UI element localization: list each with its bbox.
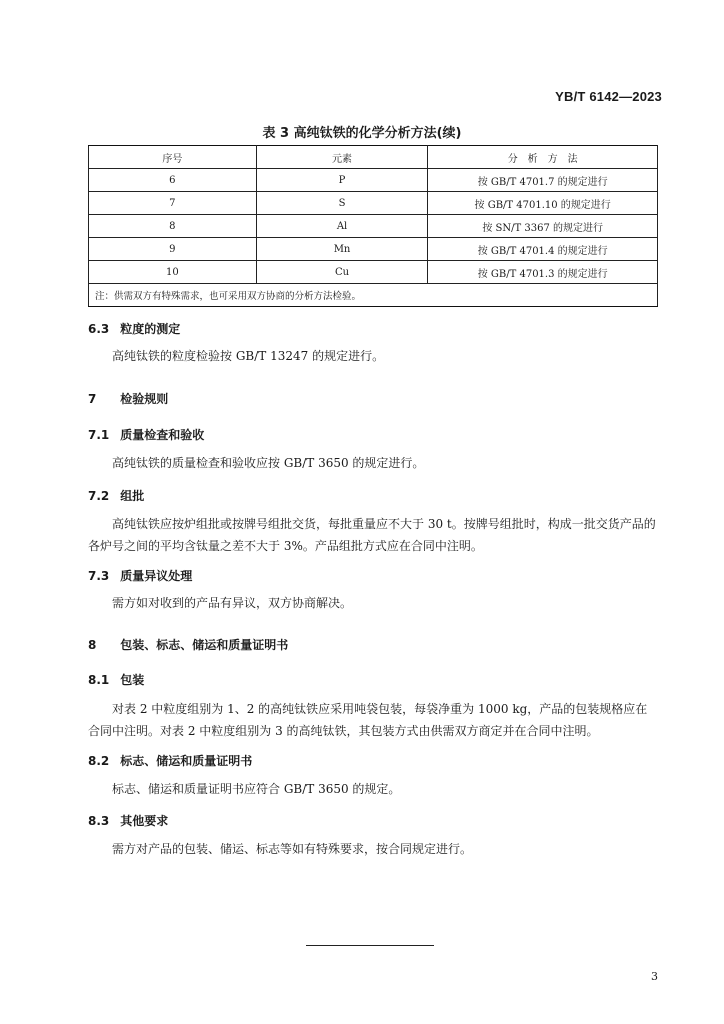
section-number: 8.2 — [88, 754, 110, 768]
cell-seq: 7 — [89, 192, 257, 215]
table-note-row — [89, 284, 658, 307]
section-heading-7-3 — [88, 567, 192, 584]
column-header-element: 元素 — [256, 146, 428, 169]
section-title: 检验规则 — [120, 392, 169, 406]
section-title: 质量异议处理 — [120, 569, 193, 583]
section-title: 包装 — [120, 673, 145, 687]
table-row — [89, 169, 658, 192]
table-row — [89, 192, 658, 215]
table-header-row — [89, 146, 658, 169]
cell-element: Al — [256, 215, 428, 238]
section-title: 组批 — [120, 489, 145, 503]
section-number: 7.1 — [88, 428, 110, 442]
section-heading-8-3 — [88, 812, 168, 829]
paragraph-7-1: 高纯钛铁的质量检查和验收应按 GB/T 3650 的规定进行。 — [112, 456, 425, 470]
paragraph-7-2: 高纯钛铁应按炉组批或按牌号组批交货，每批重量应不大于 30 t。按牌号组批时，构成一批交货产品的各炉号之间的平均含钛量之差不大于 3%。产品组批方式应在合同中注明。 — [88, 517, 656, 553]
cell-seq: 6 — [89, 169, 257, 192]
cell-element: P — [256, 169, 428, 192]
section-title: 质量检查和验收 — [120, 428, 205, 442]
section-heading-8-2 — [88, 752, 252, 769]
section-number: 8.1 — [88, 673, 110, 687]
paragraph-8-3: 需方对产品的包装、储运、标志等如有特殊要求，按合同规定进行。 — [112, 842, 473, 856]
section-number: 7.3 — [88, 569, 110, 583]
cell-seq: 9 — [89, 238, 257, 261]
section-title: 其他要求 — [120, 814, 169, 828]
section-heading-7-1 — [88, 426, 204, 443]
cell-element: Cu — [256, 261, 428, 284]
cell-seq: 10 — [89, 261, 257, 284]
paragraph-8-2: 标志、储运和质量证明书应符合 GB/T 3650 的规定。 — [112, 782, 401, 796]
section-heading-8 — [88, 636, 288, 653]
cell-element: Mn — [256, 238, 428, 261]
cell-element: S — [256, 192, 428, 215]
chemical-analysis-table — [88, 145, 658, 307]
table-row — [89, 215, 658, 238]
section-number: 8 — [88, 638, 97, 652]
section-title: 粒度的测定 — [120, 322, 181, 336]
column-header-method: 分 析 方 法 — [428, 146, 658, 169]
paragraph-7-3: 需方如对收到的产品有异议，双方协商解决。 — [112, 596, 353, 610]
paragraph-8-1: 对表 2 中粒度组别为 1、2 的高纯钛铁应采用吨袋包装，每袋净重为 1000 kg，产品的包装规格应在合同中注明。对表 2 中粒度组别为 3 的高纯钛铁，其包装方式由供需双方商定并在合同中注明。 — [88, 702, 648, 738]
cell-method: 按 GB/T 4701.10 的规定进行 — [428, 192, 658, 215]
end-of-document-rule — [306, 945, 434, 946]
section-number: 7 — [88, 392, 97, 406]
table-note: 注：供需双方有特殊需求，也可采用双方协商的分析方法检验。 — [89, 284, 658, 307]
section-title: 标志、储运和质量证明书 — [120, 754, 253, 768]
cell-method: 按 GB/T 4701.3 的规定进行 — [428, 261, 658, 284]
section-title: 包装、标志、储运和质量证明书 — [120, 638, 289, 652]
section-heading-7 — [88, 390, 168, 407]
cell-method: 按 GB/T 4701.4 的规定进行 — [428, 238, 658, 261]
table-row — [89, 238, 658, 261]
page-number: 3 — [651, 970, 658, 983]
table-row — [89, 261, 658, 284]
section-number: 7.2 — [88, 489, 110, 503]
paragraph-6-3: 高纯钛铁的粒度检验按 GB/T 13247 的规定进行。 — [112, 349, 385, 363]
table-title: 表 3 高纯钛铁的化学分析方法(续) — [262, 126, 462, 141]
section-heading-6-3 — [88, 320, 180, 337]
cell-seq: 8 — [89, 215, 257, 238]
cell-method: 按 GB/T 4701.7 的规定进行 — [428, 169, 658, 192]
cell-method: 按 SN/T 3367 的规定进行 — [428, 215, 658, 238]
section-number: 6.3 — [88, 322, 110, 336]
section-heading-8-1 — [88, 671, 144, 688]
section-number: 8.3 — [88, 814, 110, 828]
column-header-seq: 序号 — [89, 146, 257, 169]
standard-code: YB/T 6142—2023 — [555, 89, 662, 104]
section-heading-7-2 — [88, 487, 144, 504]
